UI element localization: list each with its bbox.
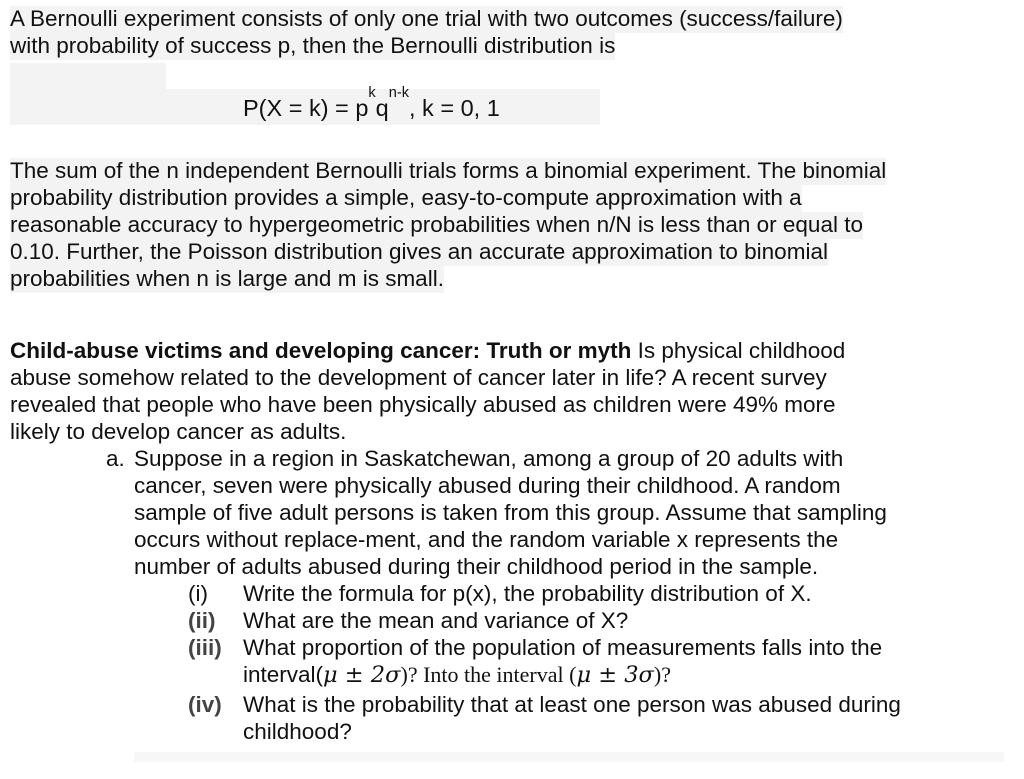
sub-i-marker: (i) <box>188 581 208 606</box>
formula-q: q <box>375 95 389 121</box>
formula-rest: , k = 0, 1 <box>408 95 500 121</box>
bottom-shade <box>134 752 1004 762</box>
formula-exp-k: k <box>368 85 376 101</box>
para3-line1-rest: Is physical childhood <box>631 338 846 363</box>
item-a-line1: Suppose in a region in Saskatchewan, among a group of 20 adults with <box>134 446 844 471</box>
para2-line3: reasonable accuracy to hypergeometric probabilities when n/N is less than or equal to <box>10 212 863 237</box>
item-a-marker: a. <box>106 446 125 471</box>
para3-line4: likely to develop cancer as adults. <box>10 419 347 444</box>
item-a-line5: number of adults abused during their childhood period in the sample. <box>134 554 819 579</box>
para1-line1: A Bernoulli experiment consists of only one trial with two outcomes (success/failure) <box>10 6 843 31</box>
item-a-line4: occurs without replace-ment, and the random variable x represents the <box>134 527 839 552</box>
formula-shade-left <box>10 63 166 91</box>
para1-line2: with probability of success p, then the Bernoulli distribution is <box>10 33 616 58</box>
para3-line1 <box>10 338 845 365</box>
sub-iii-interval-prefix: interval( <box>243 662 324 687</box>
sub-iii-line2 <box>243 662 671 689</box>
formula-exp-nk: n-k <box>388 85 409 101</box>
para3-line2: abuse somehow related to the development of cancer later in life? A recent survey <box>10 365 827 390</box>
item-a-line2: cancer, seven were physically abused during their childhood. A random <box>134 473 841 498</box>
para2-line1: The sum of the n independent Bernoulli trials forms a binomial experiment. The binomial <box>10 158 887 183</box>
interval-3sigma: μ ± 3σ <box>576 662 654 688</box>
sub-i-text: Write the formula for p(x), the probability distribution of X. <box>243 581 812 606</box>
para2-line5: probabilities when n is large and m is small. <box>10 266 444 291</box>
formula-lhs: P(X = k) = p <box>243 95 369 121</box>
sub-ii-text: What are the mean and variance of X? <box>243 608 629 633</box>
sub-iii-marker: (iii) <box>188 635 222 660</box>
sub-iii-end: )? <box>653 662 671 687</box>
interval-2sigma: μ ± 2σ <box>323 662 401 688</box>
item-a-line3: sample of five adult persons is taken from this group. Assume that sampling <box>134 500 887 525</box>
sub-iv-line2: childhood? <box>243 719 352 744</box>
para2-line4: 0.10. Further, the Poisson distribution gives an accurate approximation to binomial <box>10 239 828 264</box>
bernoulli-formula <box>243 85 500 122</box>
sub-iv-line1: What is the probability that at least one person was abused during <box>243 692 901 717</box>
sub-ii-marker: (ii) <box>188 608 216 633</box>
para2-line2: probability distribution provides a simple, easy-to-compute approximation with a <box>10 185 802 210</box>
sub-iv-marker: (iv) <box>188 692 222 717</box>
problem-title: Child-abuse victims and developing cancer: Truth or myth <box>10 338 632 363</box>
sub-iii-mid: )? Into the interval ( <box>400 662 577 687</box>
para3-line3: revealed that people who have been physically abused as children were 49% more <box>10 392 836 417</box>
sub-iii-line1: What proportion of the population of measurements falls into the <box>243 635 883 660</box>
